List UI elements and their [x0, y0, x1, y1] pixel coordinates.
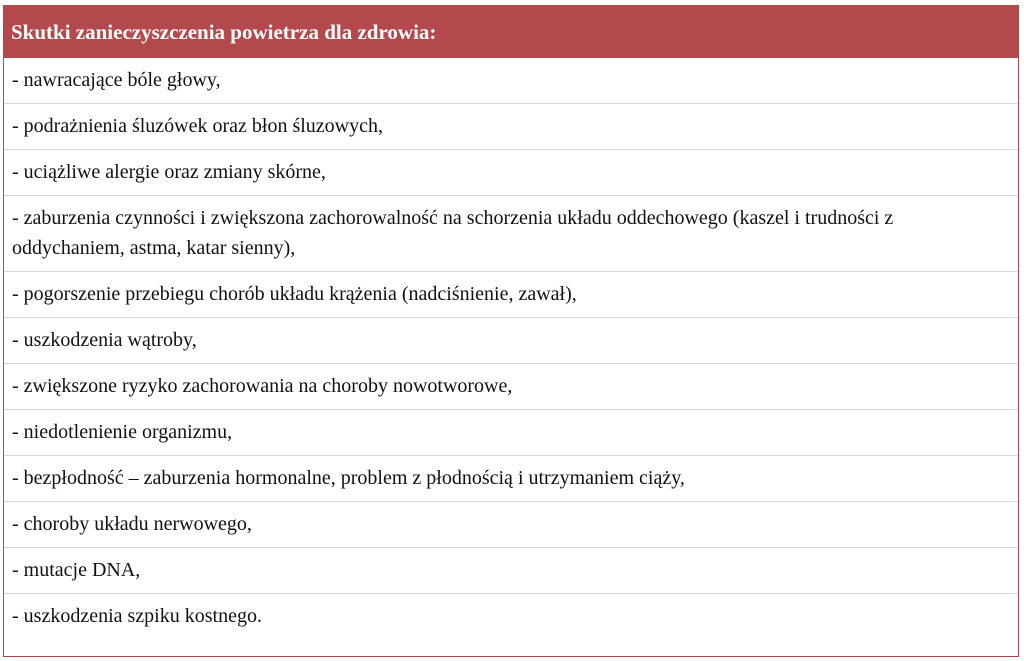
table-row: - choroby układu nerwowego,	[4, 502, 1018, 548]
table-row: - mutacje DNA,	[4, 548, 1018, 594]
health-effects-table	[3, 5, 1019, 657]
table-row: - zaburzenia czynności i zwiększona zachorowalność na schorzenia układu oddechowego (kaszel i trudności z oddychaniem, astma, katar sienny),	[4, 196, 1018, 272]
table-row: - bezpłodność – zaburzenia hormonalne, problem z płodnością i utrzymaniem ciąży,	[4, 456, 1018, 502]
table-row: - pogorszenie przebiegu chorób układu krążenia (nadciśnienie, zawał),	[4, 272, 1018, 318]
table-row: - niedotlenienie organizmu,	[4, 410, 1018, 456]
table-row: - uciążliwe alergie oraz zmiany skórne,	[4, 150, 1018, 196]
table-row: - uszkodzenia wątroby,	[4, 318, 1018, 364]
table-row: - zwiększone ryzyko zachorowania na choroby nowotworowe,	[4, 364, 1018, 410]
table-row: - uszkodzenia szpiku kostnego.	[12, 605, 262, 627]
table-row: - nawracające bóle głowy,	[4, 58, 1018, 104]
table-rows	[4, 58, 1018, 640]
table-row: - podrażnienia śluzówek oraz błon śluzowych,	[4, 104, 1018, 150]
table-header: Skutki zanieczyszczenia powietrza dla zdrowia:	[4, 6, 1018, 58]
